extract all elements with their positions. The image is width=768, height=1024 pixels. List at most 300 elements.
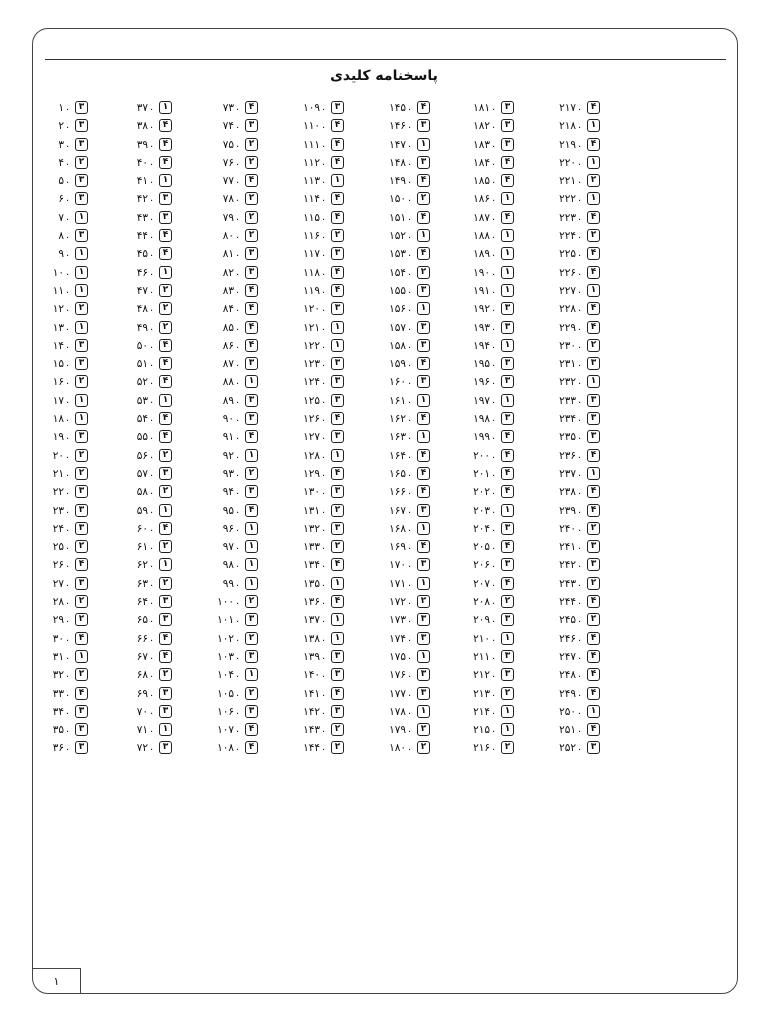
question-number: ۲۵۰ [559, 705, 576, 718]
question-number: ۸۸ [222, 376, 234, 389]
separator-dot: . [578, 431, 582, 443]
answer-option-box: ۳ [75, 138, 88, 151]
question-number: ۱۷۱ [389, 577, 406, 590]
question-number: ۱۸۰ [389, 742, 406, 755]
answer-row [114, 666, 194, 684]
separator-dot: . [150, 248, 154, 260]
answer-option-box: ۳ [159, 595, 172, 608]
separator-dot: . [578, 596, 582, 608]
answer-row [114, 300, 194, 318]
separator-dot: . [578, 339, 582, 351]
separator-dot: . [322, 394, 326, 406]
separator-dot: . [578, 266, 582, 278]
question-number: ۱۶۱ [389, 394, 406, 407]
answer-row [200, 264, 280, 282]
question-number: ۱۵۶ [389, 303, 406, 316]
separator-dot: . [578, 156, 582, 168]
answer-option-box: ۲ [245, 211, 258, 224]
separator-dot: . [66, 266, 70, 278]
answer-option-box: ۴ [417, 449, 430, 462]
separator-dot: . [492, 376, 496, 388]
answer-row [456, 154, 536, 172]
answer-row [114, 282, 194, 300]
answer-option-box: ۴ [159, 430, 172, 443]
answer-option-box: ۳ [245, 613, 258, 626]
answer-row [542, 410, 622, 428]
separator-dot: . [150, 175, 154, 187]
answer-option-box: ۱ [159, 504, 172, 517]
question-number: ۱۷۰ [389, 559, 406, 572]
question-number: ۲۴۹ [559, 687, 576, 700]
answer-row [286, 282, 366, 300]
separator-dot: . [492, 504, 496, 516]
answer-option-box: ۴ [159, 522, 172, 535]
separator-dot: . [66, 284, 70, 296]
answer-row [286, 593, 366, 611]
answer-row [114, 648, 194, 666]
question-number: ۱۰ [52, 266, 64, 279]
answer-option-box: ۱ [245, 558, 258, 571]
question-number: ۹۶ [222, 522, 234, 535]
answer-row [286, 355, 366, 373]
question-number: ۱۰۶ [217, 705, 234, 718]
answer-option-box: ۱ [331, 174, 344, 187]
separator-dot: . [150, 431, 154, 443]
question-number: ۳۵ [52, 724, 64, 737]
answer-row [542, 264, 622, 282]
answer-row [542, 136, 622, 154]
answer-option-box: ۳ [159, 741, 172, 754]
answer-row [30, 630, 110, 648]
answer-option-box: ۳ [587, 430, 600, 443]
question-number: ۸۱ [222, 248, 234, 261]
answer-option-box: ۲ [245, 192, 258, 205]
question-number: ۴۲ [136, 193, 148, 206]
separator-dot: . [408, 284, 412, 296]
separator-dot: . [322, 266, 326, 278]
answer-row [456, 648, 536, 666]
separator-dot: . [578, 614, 582, 626]
answer-option-box: ۴ [245, 430, 258, 443]
question-number: ۱۸۵ [473, 175, 490, 188]
answer-option-box: ۱ [331, 339, 344, 352]
answer-option-box: ۴ [587, 101, 600, 114]
separator-dot: . [408, 742, 412, 754]
question-number: ۲۱۴ [473, 705, 490, 718]
answer-row [200, 227, 280, 245]
answer-option-box: ۴ [159, 138, 172, 151]
separator-dot: . [322, 413, 326, 425]
answer-option-box: ۳ [501, 321, 514, 334]
question-number: ۱۸۹ [473, 248, 490, 261]
answer-row [200, 538, 280, 556]
question-number: ۱۰۲ [217, 632, 234, 645]
question-number: ۹۳ [222, 467, 234, 480]
answer-option-box: ۳ [75, 741, 88, 754]
separator-dot: . [66, 632, 70, 644]
answer-row [542, 154, 622, 172]
answer-row [542, 282, 622, 300]
question-number: ۲۳۰ [559, 339, 576, 352]
question-number: ۱۲۷ [303, 431, 320, 444]
question-number: ۷۳ [222, 102, 234, 114]
separator-dot: . [150, 284, 154, 296]
answer-row [200, 428, 280, 446]
question-number: ۱۰۱ [217, 614, 234, 627]
separator-dot: . [150, 705, 154, 717]
answer-option-box: ۱ [331, 613, 344, 626]
question-number: ۱۹۷ [473, 394, 490, 407]
question-number: ۱۴۲ [303, 705, 320, 718]
question-number: ۲۰۷ [473, 577, 490, 590]
answer-option-box: ۴ [501, 540, 514, 553]
separator-dot: . [236, 266, 240, 278]
separator-dot: . [236, 577, 240, 589]
question-number: ۷۷ [222, 175, 234, 188]
separator-dot: . [492, 724, 496, 736]
answer-option-box: ۲ [245, 632, 258, 645]
answer-row [372, 355, 452, 373]
separator-dot: . [578, 742, 582, 754]
answer-row [542, 483, 622, 501]
answer-row [114, 154, 194, 172]
answer-option-box: ۱ [587, 156, 600, 169]
question-number: ۴۳ [136, 211, 148, 224]
question-number: ۱۰۷ [217, 724, 234, 737]
answer-row [30, 319, 110, 337]
answer-row [542, 575, 622, 593]
answer-option-box: ۴ [159, 357, 172, 370]
separator-dot: . [322, 596, 326, 608]
answer-row [200, 556, 280, 574]
separator-dot: . [150, 467, 154, 479]
separator-dot: . [66, 138, 70, 150]
answer-option-box: ۴ [331, 412, 344, 425]
answer-option-box: ۴ [331, 211, 344, 224]
answer-option-box: ۴ [331, 687, 344, 700]
separator-dot: . [578, 724, 582, 736]
answer-row [286, 502, 366, 520]
answer-row [286, 739, 366, 757]
answer-row [30, 447, 110, 465]
answer-row [114, 99, 194, 117]
answer-option-box: ۳ [501, 101, 514, 114]
answer-option-box: ۴ [245, 339, 258, 352]
answer-row [114, 538, 194, 556]
separator-dot: . [408, 266, 412, 278]
separator-dot: . [578, 522, 582, 534]
question-number: ۲۱۶ [473, 742, 490, 755]
separator-dot: . [66, 413, 70, 425]
separator-dot: . [236, 376, 240, 388]
separator-dot: . [408, 632, 412, 644]
answer-row [542, 611, 622, 629]
question-number: ۹۲ [222, 449, 234, 462]
question-number: ۱۸ [52, 413, 64, 426]
question-number: ۲۴۵ [559, 614, 576, 627]
answer-option-box: ۴ [587, 668, 600, 681]
answer-row [30, 245, 110, 263]
separator-dot: . [492, 541, 496, 553]
answer-option-box: ۳ [331, 101, 344, 114]
answer-row [286, 685, 366, 703]
answer-option-box: ۴ [587, 211, 600, 224]
separator-dot: . [66, 596, 70, 608]
separator-dot: . [322, 211, 326, 223]
answer-row [200, 648, 280, 666]
answer-option-box: ۳ [75, 357, 88, 370]
question-number: ۳۴ [52, 705, 64, 718]
answer-row [456, 630, 536, 648]
answer-row [456, 190, 536, 208]
answer-row [200, 575, 280, 593]
separator-dot: . [492, 522, 496, 534]
question-number: ۲۲۲ [559, 193, 576, 206]
answer-row [372, 739, 452, 757]
separator-dot: . [578, 541, 582, 553]
separator-dot: . [150, 321, 154, 333]
separator-dot: . [236, 687, 240, 699]
separator-dot: . [66, 339, 70, 351]
answer-row [542, 465, 622, 483]
answer-row [372, 392, 452, 410]
separator-dot: . [322, 650, 326, 662]
answer-row [30, 209, 110, 227]
question-number: ۳۸ [136, 120, 148, 133]
separator-dot: . [492, 687, 496, 699]
answer-option-box: ۳ [75, 705, 88, 718]
answer-option-box: ۴ [417, 540, 430, 553]
answer-option-box: ۴ [501, 430, 514, 443]
answer-row [372, 99, 452, 117]
answer-row [114, 190, 194, 208]
answer-row [30, 264, 110, 282]
answer-option-box: ۳ [501, 375, 514, 388]
answer-row [372, 502, 452, 520]
separator-dot: . [66, 193, 70, 205]
separator-dot: . [492, 120, 496, 132]
separator-dot: . [66, 724, 70, 736]
answer-option-box: ۱ [417, 705, 430, 718]
answer-option-box: ۴ [417, 412, 430, 425]
question-number: ۱۷۲ [389, 596, 406, 609]
answer-row [372, 575, 452, 593]
header-rule [45, 59, 726, 60]
separator-dot: . [66, 449, 70, 461]
question-number: ۵ [58, 175, 64, 188]
question-number: ۴۴ [136, 230, 148, 243]
separator-dot: . [66, 211, 70, 223]
answer-row [114, 447, 194, 465]
separator-dot: . [150, 504, 154, 516]
answer-option-box: ۳ [587, 741, 600, 754]
answer-row [372, 300, 452, 318]
question-number: ۵۳ [136, 394, 148, 407]
separator-dot: . [236, 339, 240, 351]
answer-option-box: ۱ [245, 522, 258, 535]
separator-dot: . [322, 577, 326, 589]
separator-dot: . [66, 230, 70, 242]
answer-option-box: ۴ [331, 266, 344, 279]
separator-dot: . [578, 650, 582, 662]
question-number: ۲۶ [52, 559, 64, 572]
answer-row [372, 319, 452, 337]
answer-option-box: ۳ [159, 687, 172, 700]
answer-row [114, 502, 194, 520]
separator-dot: . [236, 541, 240, 553]
answer-option-box: ۳ [417, 284, 430, 297]
answer-row [114, 465, 194, 483]
answer-row [30, 739, 110, 757]
separator-dot: . [408, 376, 412, 388]
answer-row [542, 630, 622, 648]
question-number: ۱۴۴ [303, 742, 320, 755]
separator-dot: . [236, 358, 240, 370]
question-number: ۶۹ [136, 687, 148, 700]
answer-option-box: ۳ [501, 613, 514, 626]
separator-dot: . [578, 120, 582, 132]
separator-dot: . [578, 559, 582, 571]
question-number: ۶۲ [136, 559, 148, 572]
question-number: ۳ [58, 138, 64, 151]
separator-dot: . [322, 724, 326, 736]
question-number: ۵۷ [136, 467, 148, 480]
separator-dot: . [66, 742, 70, 754]
separator-dot: . [236, 724, 240, 736]
answer-row [200, 136, 280, 154]
answer-option-box: ۲ [587, 229, 600, 242]
separator-dot: . [322, 230, 326, 242]
question-number: ۲۲۸ [559, 303, 576, 316]
answer-option-box: ۲ [75, 302, 88, 315]
question-number: ۱۳۰ [303, 486, 320, 499]
answer-row [30, 428, 110, 446]
answer-option-box: ۱ [75, 394, 88, 407]
answer-option-box: ۳ [417, 668, 430, 681]
answer-row [30, 538, 110, 556]
answer-option-box: ۳ [501, 668, 514, 681]
separator-dot: . [150, 687, 154, 699]
answer-row [200, 300, 280, 318]
question-number: ۱۲۵ [303, 394, 320, 407]
answer-row [286, 190, 366, 208]
separator-dot: . [236, 486, 240, 498]
separator-dot: . [408, 102, 412, 113]
answer-option-box: ۴ [245, 504, 258, 517]
separator-dot: . [492, 266, 496, 278]
answer-option-box: ۲ [75, 156, 88, 169]
question-number: ۱۷ [52, 394, 64, 407]
answer-row [200, 739, 280, 757]
separator-dot: . [408, 358, 412, 370]
question-number: ۱۸۱ [473, 102, 490, 114]
question-number: ۷۶ [222, 156, 234, 169]
answer-row [286, 721, 366, 739]
question-number: ۱۸۷ [473, 211, 490, 224]
answer-option-box: ۴ [245, 174, 258, 187]
answer-row [286, 611, 366, 629]
answer-row [200, 190, 280, 208]
answer-row [286, 154, 366, 172]
question-number: ۱۲۳ [303, 358, 320, 371]
question-number: ۱۶۰ [389, 376, 406, 389]
question-number: ۱۵۳ [389, 248, 406, 261]
answer-option-box: ۳ [417, 339, 430, 352]
separator-dot: . [322, 705, 326, 717]
question-number: ۲۲۰ [559, 156, 576, 169]
answer-option-box: ۱ [75, 247, 88, 260]
separator-dot: . [322, 559, 326, 571]
answer-option-box: ۲ [159, 284, 172, 297]
answer-row [286, 630, 366, 648]
answer-column [286, 99, 366, 758]
question-number: ۲۳ [52, 504, 64, 517]
question-number: ۱۱۱ [303, 138, 320, 151]
question-number: ۸۳ [222, 284, 234, 297]
separator-dot: . [150, 632, 154, 644]
separator-dot: . [408, 394, 412, 406]
answer-option-box: ۴ [587, 595, 600, 608]
separator-dot: . [236, 449, 240, 461]
question-number: ۲۱۳ [473, 687, 490, 700]
answer-row [30, 465, 110, 483]
separator-dot: . [66, 559, 70, 571]
answer-option-box: ۱ [501, 723, 514, 736]
question-number: ۱۵۰ [389, 193, 406, 206]
question-number: ۱۶۴ [389, 449, 406, 462]
question-number: ۲۱۹ [559, 138, 576, 151]
separator-dot: . [492, 138, 496, 150]
answer-row [286, 428, 366, 446]
question-number: ۲۲۷ [559, 284, 576, 297]
answer-option-box: ۲ [245, 687, 258, 700]
answer-column [114, 99, 194, 758]
answer-row [456, 282, 536, 300]
answer-row [114, 428, 194, 446]
answer-row [542, 666, 622, 684]
answer-row [200, 465, 280, 483]
separator-dot: . [322, 138, 326, 150]
separator-dot: . [492, 339, 496, 351]
answer-option-box: ۳ [331, 430, 344, 443]
answer-option-box: ۲ [417, 266, 430, 279]
answer-row [372, 428, 452, 446]
separator-dot: . [578, 230, 582, 242]
answer-option-box: ۴ [587, 632, 600, 645]
answer-row [200, 447, 280, 465]
separator-dot: . [236, 248, 240, 260]
question-number: ۲۰۹ [473, 614, 490, 627]
answer-option-box: ۳ [245, 266, 258, 279]
answer-row [542, 739, 622, 757]
question-number: ۳۹ [136, 138, 148, 151]
answer-row [372, 593, 452, 611]
question-number: ۲۴۲ [559, 559, 576, 572]
answer-option-box: ۴ [159, 375, 172, 388]
answer-row [286, 209, 366, 227]
answer-row [456, 575, 536, 593]
answer-option-box: ۴ [159, 339, 172, 352]
answer-option-box: ۳ [331, 705, 344, 718]
answer-option-box: ۳ [417, 375, 430, 388]
question-number: ۱۰۸ [217, 742, 234, 755]
answer-option-box: ۳ [417, 613, 430, 626]
answer-row [456, 428, 536, 446]
answer-column [456, 99, 536, 758]
answer-row [456, 666, 536, 684]
answer-option-box: ۳ [75, 504, 88, 517]
question-number: ۷ [58, 211, 64, 224]
